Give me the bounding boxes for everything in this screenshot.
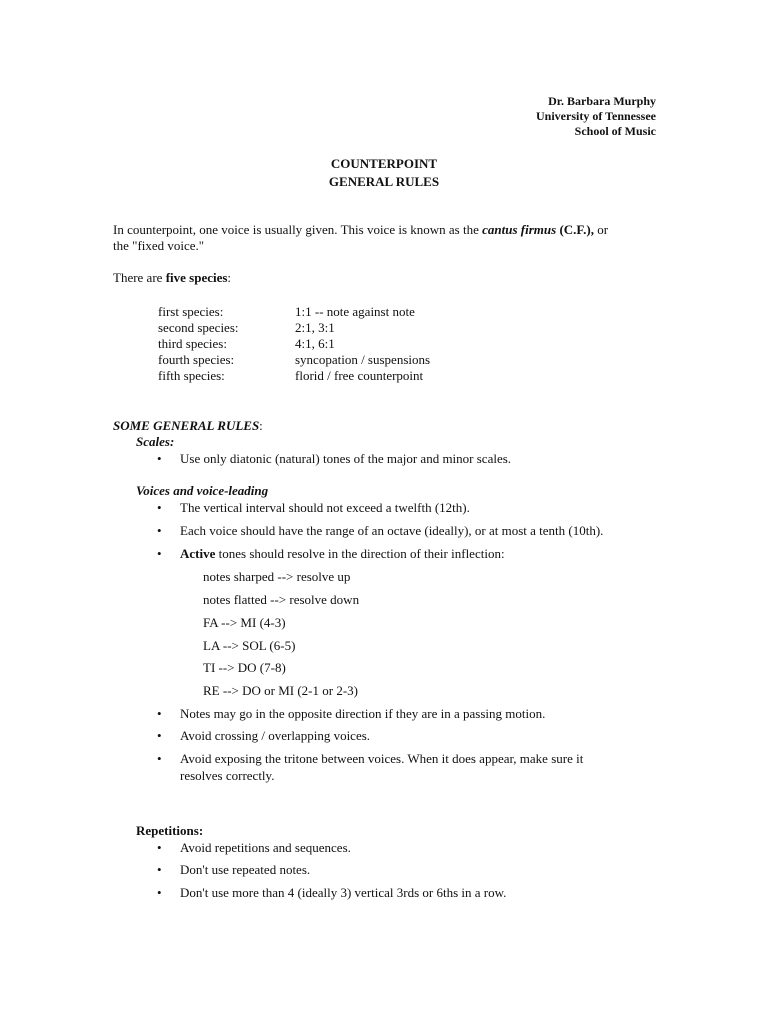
list-item-text: Avoid exposing the tritone between voices. When it does appear, make sure it <box>180 751 584 766</box>
species-ratio: syncopation / suspensions <box>295 352 431 367</box>
intro-line-2: the "fixed voice." <box>113 238 205 253</box>
bullet: • <box>157 523 162 538</box>
title-line-1: COUNTERPOINT <box>330 156 438 171</box>
resolution-line: FA --> MI (4-3) <box>203 615 286 630</box>
bullet: • <box>157 885 162 900</box>
intro-line-1 <box>113 222 608 238</box>
list-item-text: Avoid repetitions and sequences. <box>180 840 351 855</box>
species-ratio: 4:1, 6:1 <box>295 336 335 351</box>
university-name: University of Tennessee <box>536 109 656 123</box>
list-item-text: Don't use repeated notes. <box>180 862 311 877</box>
resolution-line: LA --> SOL (6-5) <box>203 638 296 653</box>
bullet: • <box>157 500 162 515</box>
bullet: • <box>157 751 162 766</box>
voices-heading: Voices and voice-leading <box>136 483 269 498</box>
intro-text-end: or <box>593 222 609 237</box>
species-intro-bold: five species <box>165 270 228 285</box>
species-name: fifth species: <box>158 368 225 383</box>
bullet: • <box>157 862 162 877</box>
resolution-line: notes sharped --> resolve up <box>203 569 351 584</box>
list-item-text: Avoid crossing / overlapping voices. <box>180 728 371 743</box>
species-list <box>0 304 768 386</box>
list-item-text: Notes may go in the opposite direction if they are in a passing motion. <box>180 706 546 721</box>
species-intro <box>113 270 231 286</box>
species-intro-pre: There are <box>113 270 166 285</box>
species-intro-post: : <box>227 270 232 285</box>
active-rest: tones should resolve in the direction of their inflection: <box>215 546 505 561</box>
repetitions-heading: Repetitions: <box>136 823 204 838</box>
list-item-text: The vertical interval should not exceed a twelfth (12th). <box>180 500 470 515</box>
bullet: • <box>157 546 162 561</box>
list-item-text: Use only diatonic (natural) tones of the major and minor scales. <box>180 451 512 466</box>
list-item-text <box>180 546 505 562</box>
species-name: fourth species: <box>158 352 235 367</box>
resolution-line: notes flatted --> resolve down <box>203 592 360 607</box>
rules-heading-colon: : <box>259 418 263 433</box>
bullet: • <box>157 451 162 466</box>
bullet: • <box>157 840 162 855</box>
bullet: • <box>157 706 162 721</box>
list-item-continuation: resolves correctly. <box>180 768 275 783</box>
species-name: first species: <box>158 304 224 319</box>
species-ratio: 2:1, 3:1 <box>295 320 335 335</box>
document-title <box>0 155 768 191</box>
rules-heading <box>113 418 263 434</box>
cantus-firmus-term: cantus firmus <box>482 222 557 237</box>
species-name: third species: <box>158 336 227 351</box>
scales-heading: Scales: <box>136 434 175 449</box>
title-line-2: GENERAL RULES <box>328 174 440 189</box>
list-item-text: Don't use more than 4 (ideally 3) vertical 3rds or 6ths in a row. <box>180 885 507 900</box>
author-name: Dr. Barbara Murphy <box>548 94 656 108</box>
author-block <box>536 94 656 139</box>
bullet: • <box>157 728 162 743</box>
cf-abbreviation: (C.F.), <box>556 222 594 237</box>
resolution-line: TI --> DO (7-8) <box>203 660 286 675</box>
list-item-text: Each voice should have the range of an octave (ideally), or at most a tenth (10th). <box>180 523 604 538</box>
species-name: second species: <box>158 320 239 335</box>
active-term: Active <box>180 546 216 561</box>
species-ratio: florid / free counterpoint <box>295 368 424 383</box>
intro-text: In counterpoint, one voice is usually given. This voice is known as the <box>113 222 483 237</box>
rules-heading-text: SOME GENERAL RULES <box>113 418 260 433</box>
resolution-line: RE --> DO or MI (2-1 or 2-3) <box>203 683 358 698</box>
school-name: School of Music <box>574 124 656 138</box>
species-ratio: 1:1 -- note against note <box>295 304 415 319</box>
